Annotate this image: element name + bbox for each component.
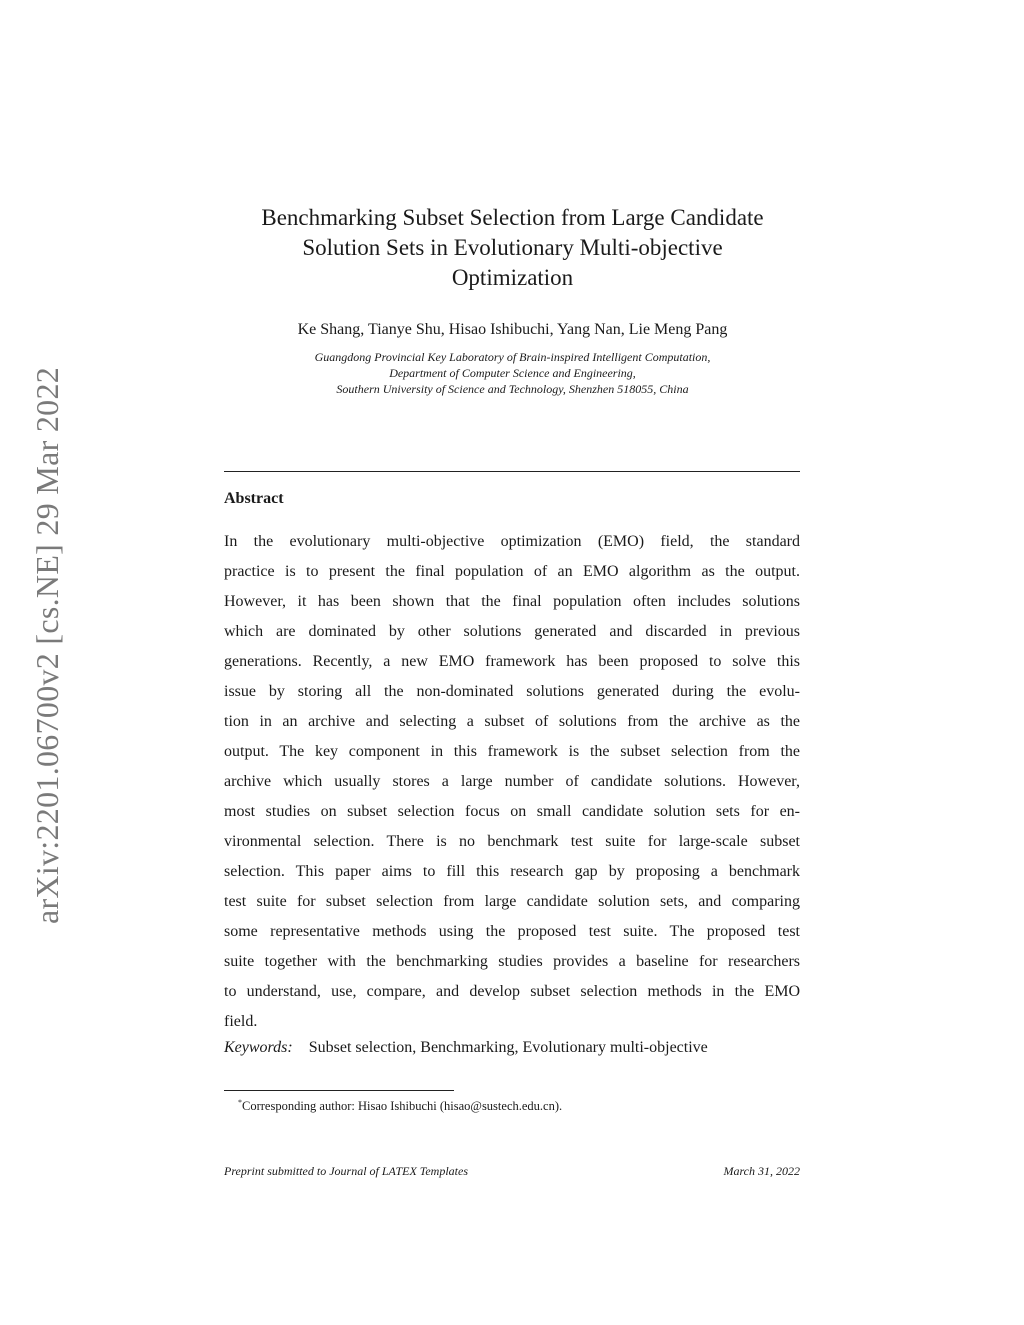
author-list: Ke Shang, Tianye Shu, Hisao Ishibuchi, Yang Nan, Lie Meng Pang xyxy=(297,321,728,338)
abstract-line: suite together with the benchmarking studies provides a baseline for researchers xyxy=(224,953,800,970)
footnote-rule xyxy=(224,1090,454,1091)
footnote xyxy=(238,1095,562,1114)
abstract-line: archive which usually stores a large number of candidate solutions. However, xyxy=(224,773,800,790)
abstract-line: vironmental selection. There is no benchmark test suite for large-scale subset xyxy=(224,833,800,850)
abstract-line: issue by storing all the non-dominated solutions generated during the evolu- xyxy=(224,683,800,700)
footnote-text: Corresponding author: Hisao Ishibuchi (hisao@sustech.edu.cn). xyxy=(242,1099,563,1114)
abstract-body xyxy=(224,527,800,1037)
footer-date: March 31, 2022 xyxy=(723,1164,800,1178)
abstract-heading: Abstract xyxy=(224,490,284,507)
affiliation-line: Department of Computer Science and Engineering, xyxy=(389,366,636,380)
title-line: Optimization xyxy=(451,265,574,290)
arxiv-identifier: arXiv:2201.06700v2 [cs.NE] 29 Mar 2022 xyxy=(29,366,66,924)
abstract-line: test suite for subset selection from large candidate solution sets, and comparing xyxy=(224,893,800,910)
abstract-line: However, it has been shown that the final population often includes solutions xyxy=(224,593,800,610)
footnote-marker: * xyxy=(238,1098,242,1107)
affiliation xyxy=(225,349,800,397)
abstract-line: In the evolutionary multi-objective optimization (EMO) field, the standard xyxy=(224,533,800,550)
abstract-line: which are dominated by other solutions generated and discarded in previous xyxy=(224,623,800,640)
abstract-line: practice is to present the final population of an EMO algorithm as the output. xyxy=(224,563,800,580)
arxiv-side-stamp xyxy=(30,350,66,940)
abstract-line: most studies on subset selection focus on small candidate solution sets for en- xyxy=(224,803,800,820)
abstract-line: output. The key component in this framework is the subset selection from the xyxy=(224,743,800,760)
keywords xyxy=(224,1037,800,1059)
abstract-top-rule xyxy=(224,471,800,472)
abstract-line: tion in an archive and selecting a subset of solutions from the archive as the xyxy=(224,713,800,730)
abstract-line: to understand, use, compare, and develop subset selection methods in the EMO xyxy=(224,983,800,1000)
abstract-line: some representative methods using the proposed test suite. The proposed test xyxy=(224,923,800,940)
affiliation-line: Guangdong Provincial Key Laboratory of Brain-inspired Intelligent Computation, xyxy=(314,350,711,364)
preprint-notice: Preprint submitted to Journal of LATEX Templates xyxy=(224,1164,469,1178)
paper-title xyxy=(225,203,800,293)
title-line: Solution Sets in Evolutionary Multi-objective xyxy=(302,235,723,260)
keywords-label: Keywords: xyxy=(224,1039,293,1056)
abstract-line: generations. Recently, a new EMO framework has been proposed to solve this xyxy=(224,653,800,670)
abstract-line: field. xyxy=(224,1013,258,1030)
keywords-text: Subset selection, Benchmarking, Evolutionary multi-objective xyxy=(308,1039,708,1056)
abstract-line: selection. This paper aims to fill this research gap by proposing a benchmark xyxy=(224,863,800,880)
title-line: Benchmarking Subset Selection from Large Candidate xyxy=(261,205,764,230)
affiliation-line: Southern University of Science and Technology, Shenzhen 518055, China xyxy=(336,382,689,396)
